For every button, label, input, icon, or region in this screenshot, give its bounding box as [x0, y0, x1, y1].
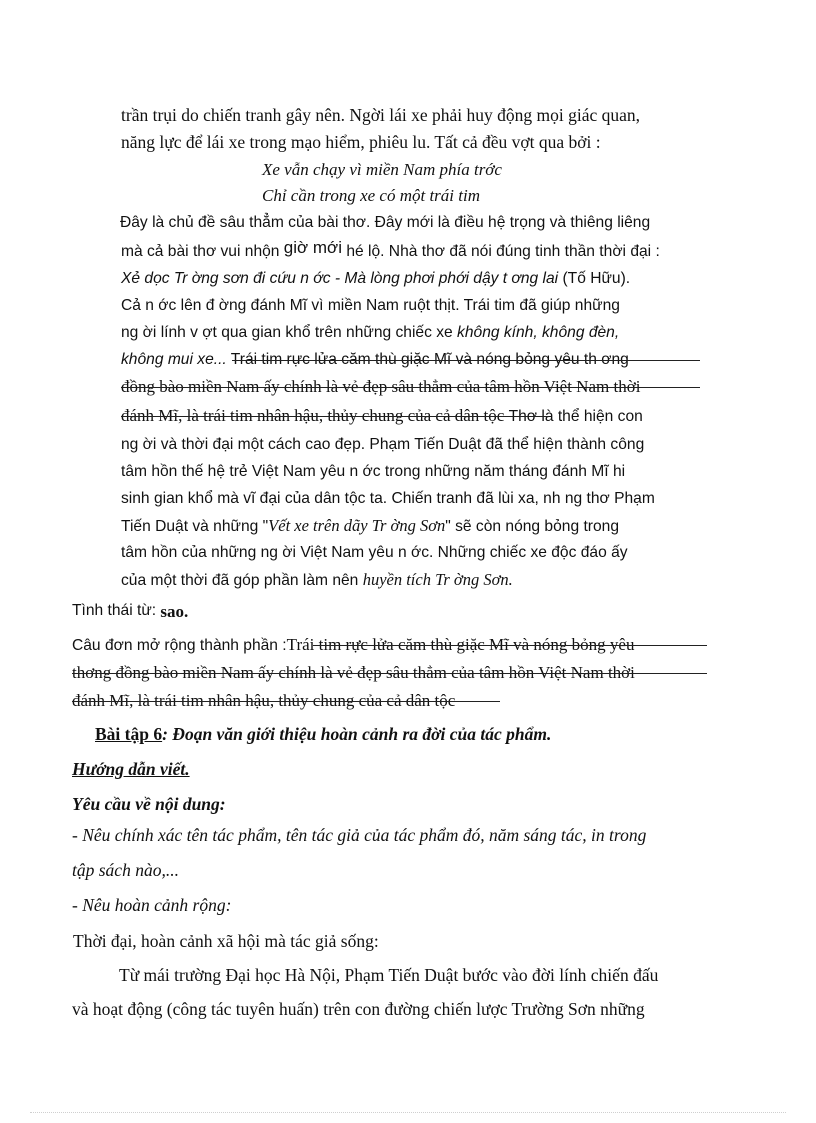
tinh-thai-line — [72, 598, 188, 623]
poem-line1: Xe vẫn chạy vì miền Nam phía trớc — [262, 160, 502, 179]
tinh-thai-value: sao. — [156, 602, 189, 621]
para2-line12-a: Tiến Duật và những " — [121, 518, 269, 535]
para2-line5 — [121, 321, 619, 345]
quote-author: (Tố Hữu). — [558, 270, 631, 287]
bai-tap-label: Bài tập — [95, 724, 149, 744]
bai-tap-number: 6 — [148, 724, 163, 744]
para2-line14 — [121, 568, 513, 593]
bullet1-line2: tập sách nào,... — [72, 860, 179, 880]
para2-line12-c: " sẽ còn nóng bỏng trong — [445, 518, 619, 535]
thoi-dai-line: Thời đại, hoàn cảnh xã hội mà tác giả sống: — [73, 931, 379, 951]
strike-cau-don-1 — [313, 645, 707, 646]
huyen-tich-text: huyền tích Tr ờng Sơn. — [362, 570, 513, 589]
para2-line8-a: đánh Mĩ, là trái tim nhân hậu, thủy chung của cả dân tộc — [121, 406, 509, 425]
final-line1: Từ mái trường Đại học Hà Nội, Phạm Tiến Duật bước vào đời lính chiến đấu — [119, 965, 659, 985]
para2-line2 — [121, 239, 660, 264]
para2-line14-a: của một thời đã góp phần làm nên — [121, 572, 363, 589]
huong-dan-heading: Hướng dẫn viết. — [72, 759, 190, 779]
bai-tap-heading — [95, 722, 551, 746]
para2-line10: tâm hồn thế hệ trẻ Việt Nam yêu n ớc trong những năm tháng đánh Mĩ hi — [121, 463, 626, 480]
para2-line5-b: không kính, không đèn, — [457, 324, 620, 341]
page-bottom-border — [30, 1112, 786, 1113]
para2-line2-c: hé lộ. Nhà thơ đã nói đúng tinh thần thời đại : — [342, 243, 660, 260]
para2-line3 — [121, 267, 630, 291]
para2-line6-a: không mui xe... — [121, 351, 227, 368]
para2-line11: sinh gian khổ mà vĩ đại của dân tộc ta. Chiến tranh đã lùi xa, nh ng thơ Phạm — [121, 490, 655, 507]
gio-moi-text: giờ mới — [283, 238, 342, 257]
strike-line7 — [121, 387, 700, 388]
bullet2: - Nêu hoàn cảnh rộng: — [72, 895, 232, 915]
para1-line2: năng lực để lái xe trong mạo hiểm, phiêu lu. Tất cả đều vợt qua bởi : — [121, 132, 601, 152]
strike-line6 — [232, 360, 700, 361]
bullet1-line1: - Nêu chính xác tên tác phẩm, tên tác giả của tác phẩm đó, năm sáng tác, in trong — [72, 825, 647, 845]
para2-line13: tâm hồn của những ng ời Việt Nam yêu n ớc. Những chiếc xe độc đáo ấy — [121, 544, 628, 561]
para2-line12 — [121, 514, 619, 539]
cau-don-line2: thơng đồng bào miền Nam ấy chính là vẻ đẹp sâu thẳm của tâm hồn Việt Nam thời — [72, 663, 635, 682]
poem-line2: Chỉ cần trong xe có một trái tim — [262, 186, 480, 205]
cau-don-label: Câu đơn mở rộng thành phần : — [72, 637, 287, 654]
quote-to-huu: Xẻ dọc Tr ờng sơn đi cứu n ớc - Mà lòng phơi phới dậy t ơng lai — [121, 270, 559, 287]
yeu-cau-heading: Yêu cầu về nội dung: — [72, 794, 226, 814]
final-line2: và hoạt động (công tác tuyên huấn) trên con đường chiến lược Trường Sơn những — [72, 999, 645, 1019]
cau-don-line3: đánh Mĩ, là trái tim nhân hậu, thủy chung của cả dân tộc — [72, 691, 456, 710]
para2-line1: Đây là chủ đề sâu thẳm của bài thơ. Đây mới là điều hệ trọng và thiêng liêng — [120, 214, 651, 231]
para2-line7: đồng bào miền Nam ấy chính là vẻ đẹp sâu thẳm của tâm hồn Việt Nam thời — [121, 377, 641, 396]
strike-cau-don-2 — [72, 673, 707, 674]
para2-line2-a: mà cả bài thơ vui nhộn — [121, 243, 284, 260]
strike-line8 — [121, 416, 548, 417]
para2-line4: Cả n ớc lên đ ờng đánh Mĩ vì miền Nam ruột thịt. Trái tim đã giúp những — [121, 297, 620, 314]
cau-don-text1: Trái tim rực lửa căm thù giặc Mĩ và nóng bỏng yêu — [286, 635, 635, 654]
para1-line1: trần trụi do chiến tranh gây nên. Ngời lái xe phải huy động mọi giác quan, — [121, 105, 641, 125]
vet-xe-title: Vết xe trên dãy Tr ờng Sơn — [268, 516, 446, 535]
para2-line6-b: Trái tim rực lửa căm thù giặc Mĩ và nóng bỏng yêu th ơng — [226, 351, 629, 368]
strike-cau-don-3 — [72, 701, 500, 702]
bai-tap-title: : Đoạn văn giới thiệu hoàn cảnh ra đời của tác phẩm. — [162, 724, 552, 744]
tinh-thai-label: Tình thái từ: — [72, 602, 157, 619]
para2-line5-a: ng ời lính v ợt qua gian khổ trên những chiếc xe — [121, 324, 458, 341]
para2-line9: ng ời và thời đại một cách cao đẹp. Phạm Tiến Duật đã thể hiện thành công — [121, 436, 645, 453]
para2-line8-b: Thơ là thể hiện con — [508, 408, 643, 425]
